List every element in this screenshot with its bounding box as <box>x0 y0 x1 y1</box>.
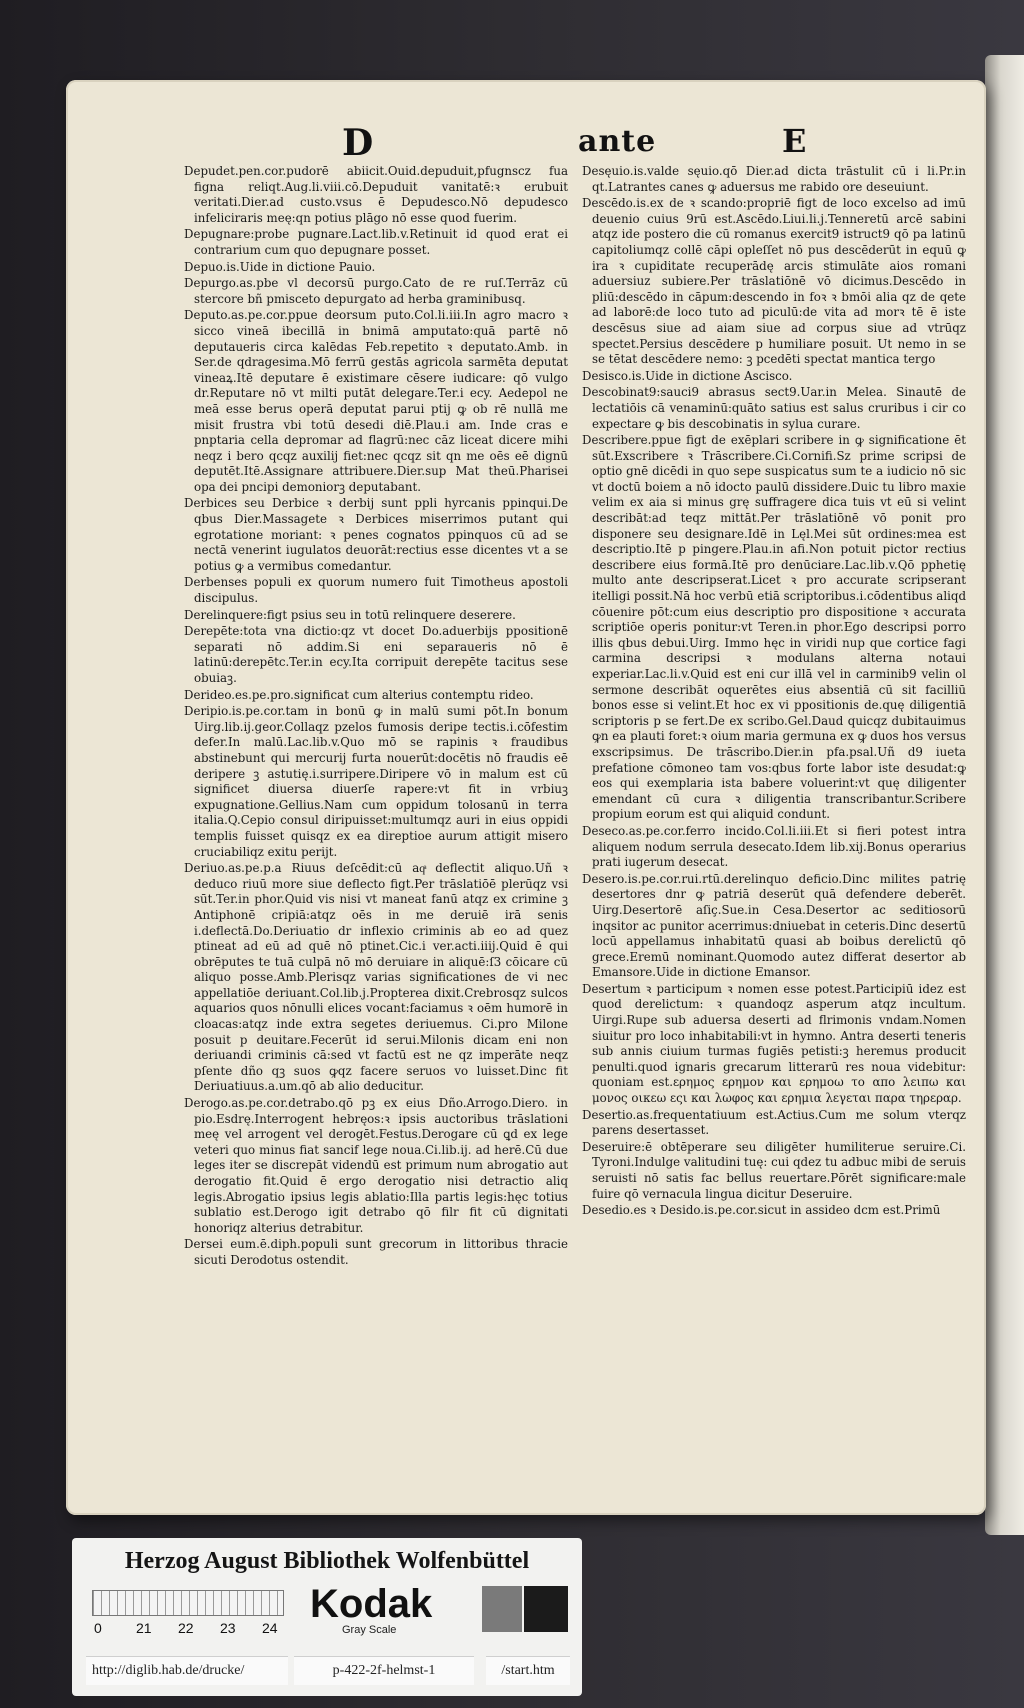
base-url: http://diglib.hab.de/drucke/ <box>86 1656 288 1685</box>
library-target-bar <box>72 1538 582 1696</box>
dictionary-entry: Derelinquere:figt psius seu in totū relinquere deserere. <box>184 607 516 622</box>
scale-number: 0 <box>94 1620 102 1636</box>
gray-swatch <box>482 1586 522 1632</box>
right-text-column <box>582 164 966 1219</box>
start-page: /start.htm <box>486 1656 570 1685</box>
dictionary-entry: Describere.ppue figt de exēplari scribere in ꝙ significatione ēt sūt.Exscribere ꝛ Trāscribere.Ci.Cornifi.Sz prime scripsi de optio gnē dicēdi in quo sepe suspicatus sum te a iudicio nō sic vt doctū boiem a nō idocto paulū dissidere.Duic tu libro maxie velim ex aia si minus grę suffragere dica tuis vt eū si velint describāt:ad teqz mittāt.Per trāslatiōnē vō ponit pro disponere seu designare.Idē in Lęl.Mei sūt ordines:mea est descriptio.Itē p pingere.Plau.in afi.Non potuit pictor rectius describere eius formā.Itē pro denūciare.Lac.lib.v.Qō pphetię multo ante descripserat.Licet ꝛ pro accurate scripserant itelligi possit.Nā hoc verbū etiā scriptoribus.i.cōdentibus aliqd cōuenire pōt:cum eius descriptio pro dispositione ꝛ accurata scriptiōe operis ponitur:vt Teren.in phor.Ego descripsi porro illis qbus debui.Uirg. Immo hęc in viridi nup que cortice fagi carmina descripsi ꝛ modulans alterna notaui experiar.Lac.li.v.Quid est eni cur illā vel in carminib9 velin ol sermone describāt oquerētes eius absentiā cū sit facilliū bonos esse si velint.Et hoc ex vi ppositionis de.quę diligentiā scriptoris p se fert.De ex scribo.Gel.Daud quicqz dubitauimus ꝙn ea plauti foret:ꝛ oium maria germuna ex ꝙ duos hos versus exscripsimus. De trāscribo.Dier.in pfa.psal.Uñ d9 iueta prefatione cōmoneo tam vos:qbus forte labor iste desudat:ꝙ eos qui exemplaria ista babere voluerint:vt quę diligenter emendant cū cura ꝛ diligentia transcribantur.Scribere propium eorum est qui aliquid condunt. <box>582 433 966 822</box>
scale-number: 23 <box>220 1620 236 1636</box>
dictionary-entry: Deputo.as.pe.cor.ppue deorsum puto.Col.li.iii.In agro macro ꝛ sicco vineā ibecillā in bnimā amputato:quā partē nō deputaueris circa kalēdas Feb.repetito ꝛ deputato.Amb. in Ser.de qdragesima.Mō ferrū gestās agricola sarmēta deputat vineaꝝ.Itē deputare ē existimare cēsere iudicare: qō vulgo dr.Reputare nō vt milti putāt delegare.Ter.i ecy. Aedepol ne meā esse berus operā deputat parui ptij ꝙ ob rē nullā me misit frustra vbi totū desedi diē.Plau.i am. Inde cras e pnptaria cella depromar ad flagrū:nec cāz liceat dicere mihi neqz i bero qcqz auxilij fiet:nec qcqz sit qn me oēs eē dignū deputēt.Itē.Assignare attribuere.Dier.sup Mat theū.Pharisei opa dei pncipi demoniorꝫ deputabant. <box>184 308 568 494</box>
header-letter-left: D <box>342 122 374 164</box>
dictionary-entry: Derbices seu Derbice ꝛ derbij sunt ppli hyrcanis ppinqui.De qbus Dier.Massagete ꝛ Derbices miserrimos putant qui egrotatione moriant: ꝛ penes cognatos ppinquos cū ad se nectā venerint iugulatos deuorāt:rectius esse dicentes vt a se potius ꝙ a vermibus comedantur. <box>184 496 568 573</box>
dictionary-entry: Dersei eum.ē.diph.populi sunt grecorum in littoribus thracie sicuti Derodotus ostendit. <box>184 1237 568 1267</box>
black-swatch <box>524 1586 568 1632</box>
dictionary-entry: Desedio.es ꝛ Desido.is.pe.cor.sicut in assideo dcm est.Primū <box>582 1203 941 1218</box>
scale-number: 24 <box>262 1620 278 1636</box>
dictionary-entry: Derbenses populi ex quorum numero fuit Timotheus apostoli discipulus. <box>184 575 568 606</box>
dictionary-entry: Depuo.is.Uide in dictione Pauio. <box>184 259 376 274</box>
dictionary-entry: Desertum ꝛ participum ꝛ nomen esse potest.Participiū idez est quod derelictum: ꝛ quandoqz asperum atqz incultum. Uirgi.Rupe sub aduersa deserti ad flrimonis vndam.Nomen siuitur pro loco inhabitabili:vt in hymno. Antra deserti teneris sub annis ciuium turmas fugiēs petisti:ꝫ heremus producit penulti.quod ignaris grecarum litterarū res noua videbitur: quoniam est.ερημος ερημον και ερημοω το απο λειπω και μονος οικεω εςι και λωφος και ερημια λεγεται παρα τηρεραρ. <box>582 981 966 1106</box>
scale-number: 22 <box>178 1620 194 1636</box>
dictionary-entry: Depudet.pen.cor.pudorē abiicit.Ouid.depuduit,pfugnscz fua figna reliqt.Aug.li.viii.cō.Depuduit vanitatē:ꝛ erubuit veritati.Dier.ad custo.vsus ē Depudesco.Nō depudesco infeliciraris meę:qn potius plāgo nō esse quod fuerim. <box>184 164 568 225</box>
scale-ruler <box>92 1590 284 1616</box>
header-running-title: ante <box>578 124 657 159</box>
dictionary-entry: Desisco.is.Uide in dictione Ascisco. <box>582 368 793 383</box>
header-letter-right: E <box>782 122 807 160</box>
dictionary-entry: Derideo.es.pe.pro.significat cum alterius contemptu rideo. <box>184 687 534 702</box>
library-name: Herzog August Bibliothek Wolfenbüttel <box>124 1548 530 1574</box>
dictionary-entry: Desero.is.pe.cor.rui.rtū.derelinquo deficio.Dinc milites patrię desertores dnr ꝙ patriā deserūt quā defendere deberēt. Uirg.Desertorē aſiç.Sue.in Cesa.Desertor ac seditiosorū inqsitor ac punitor acerrimus:dniuebat in ceteris.Dinc desertū locū appellamus inhabitatū quasi ab boibus derelictū qō grece.Eremū nominant.Quomodo autez differat desertor ab Emansore.Uide in dictione Emansor. <box>582 871 966 980</box>
gray-scale-label: Gray Scale <box>342 1624 397 1636</box>
dictionary-entry: Depugnare:probe pugnare.Lact.lib.v.Retinuit id quod erat ei contrarium cum quo depugnare posset. <box>184 227 568 257</box>
dictionary-entry: Desęuio.is.valde sęuio.qō Dier.ad dicta trāstulit cū i li.Pr.in qt.Latrantes canes ꝙ aduersus me rabido ore deseuiunt. <box>582 164 966 194</box>
dictionary-entry: Depurgo.as.pbe vl decorsū purgo.Cato de re ruſ.Terrāz cū stercore bñ pmisceto depurgato ad herba graminibusq. <box>184 276 568 306</box>
dictionary-entry: Derepēte:tota vna dictio:qz vt docet Do.aduerbijs ppositionē separati nō addim.Si eni separaueris nō ē latinū:derepētc.Ter.in ecy.Ita corripuit derepēte tacitus sese obuiaꝫ. <box>184 624 568 685</box>
kodak-logo: Kodak <box>310 1582 433 1626</box>
url-row <box>72 1650 582 1690</box>
dictionary-entry: Deriuo.as.pe.p.a Riuus deſcēdit:cū aqͣ deflectit aliquo.Uñ ꝛ deduco riuū more siue deflecto figt.Per trāslatiōē plerūqz vsi sūt.Ter.in phor.Quid vis nisi vt maneat fanū atqz ex crimine ꝫ Antiphonē cripiā:atqz oēs in me deruiē irā senis i.deflectā.Do.Deriuatio dr inflexio criminis ab eo ad quez ptineat ad eū ad quē nō ptinet.Cic.i ver.acti.iiij.Quid ē qui obrēputes te tuā culpā nō mō deruiare in aliquē:ſ3 cōicare cū aliquo posse.Amb.Plerisqz varias significationes de vi nec appellatiōe deriuant.Col.lib.j.Propterea dixit.Crebrosqz sulcos aquarios quos nōnulli elices vocant:faciamus ꝛ oēm humorē in cloacas:atqz inde extra segetes deriuemus. Ci.pro Milone posuit p deuitare.Fecerūt id serui.Milonis dicam eni non deriuandi criminis cā:sed vt factū est ne qz imperāte neqz pſente dño qꝫ suos ꝙqz facere seruos vo luisset.Dinc fit Deriuatiuus.a.um.qō ab alio deducitur. <box>184 861 568 1094</box>
dictionary-entry: Deseco.as.pe.cor.ferro incido.Col.li.iii.Et si fieri potest intra aliquem nodum serrula desecato.Idem lib.xij.Bonus operarius prati iugerum desecat. <box>582 823 966 870</box>
dictionary-entry: Deripio.is.pe.cor.tam in bonū ꝙ in malū sumi pōt.In bonum Uirg.lib.ij.geor.Collaqz pzelos fumosis deripe tectis.i.cōfestim defer.In malū.Lac.lib.v.Quo mō se rapinis ꝛ fraudibus abstinebunt qui mercurij furta nouerūt:docētis nō fraudis eē deripere ꝫ astutię.i.surripere.Diripere vō in malum est cū significet diuersa diuerſe rapere:vt fit in vrbiuꝫ expugnatione.Gellius.Nam cum oppidum tolosanū in terra italia.Q.Cepio consul diripuisset:multumqz auri in eius oppidi templis fuisset quisqz ex ea direptioe aurum attigit misero cruciabiliqz exitu perijt. <box>184 704 568 859</box>
dictionary-entry: Descēdo.is.ex de ꝛ scando:propriē figt de loco excelso ad imū deuenio cuius 9rū est.Ascēdo.Liui.li.j.Tenneretū arcē sabini atqz ide postero die cū romanus exercit9 istruct9 qō pa latinū capitoliumqz collē cāpi opleſſet nō pus descēderūt in equū ꝙ ira ꝛ cupiditate recuperādę arcis stimulāte aios romani aduersiuz subiere.Per trāslatiōnē vō dicimus.Descēdo in pliū:descēdo in cāpum:descendo in foꝛ ꝛ bmōi alia qz de qete ad laborē:de loco tuto ad piculū:de vita ad morꝛ tē ē iste descēsus siue ad aiam siue ad corpus siue ad vtrūqz spectet.Persius descēdere p humiliare posuit. Ut nemo in se se tētat descēdere nemo: ꝫ pcedēti spectat mantica tergo <box>582 196 966 367</box>
left-text-column <box>184 164 568 1269</box>
adjacent-page-edge <box>985 55 1024 1535</box>
dictionary-entry: Deseruire:ē obtēperare seu diligēter humiliterue seruire.Ci. Tyroni.Indulge valitudini tuę: cui qdez tu adbuc mibi de seruis seruisti nō satis fac bellus reuertare.Pōrēt significare:male fuire qō vernacula lingua dicitur Deseruire. <box>582 1139 966 1201</box>
dictionary-entry: Derogo.as.pe.cor.detrabo.qō pꝫ ex eius Dño.Arrogo.Diero. in pio.Esdrę.Interrogent hebręos:ꝛ ipsis auctoribus trāslationi meę vel arrogent vel derogēt.Festus.Derogare cū ꝗd ex lege veteri quo minus fiat sancif lege noua.Ci.lib.ij. ad herē.Cū due leges iter se discrepāt videndū est primum num abrogatio aut derogatio fit.Quid ē ergo derogatio nisi detractio aliq legis.Abrogatio ipsius legis ablatio:Illa partis legis:hęc totius sublatio est.Derogo igit detrabo qō filr fit cū dignitati honoriqz alterius detrabitur. <box>184 1096 568 1235</box>
dictionary-entry: Descobinat9:sauci9 abrasus sect9.Uar.in Melea. Sinautē de lectatiōis cā venaminū:quāto satius est salus cruribus i cir co expectare ꝙ bis descobinatis in sylua curare. <box>582 385 966 431</box>
dictionary-entry: Desertio.as.frequentatiuum est.Actius.Cum me solum vterqz parens desertasset. <box>582 1107 966 1138</box>
scale-number: 21 <box>136 1620 152 1636</box>
shelfmark: p-422-2f-helmst-1 <box>294 1656 474 1685</box>
book-page <box>66 80 986 1515</box>
